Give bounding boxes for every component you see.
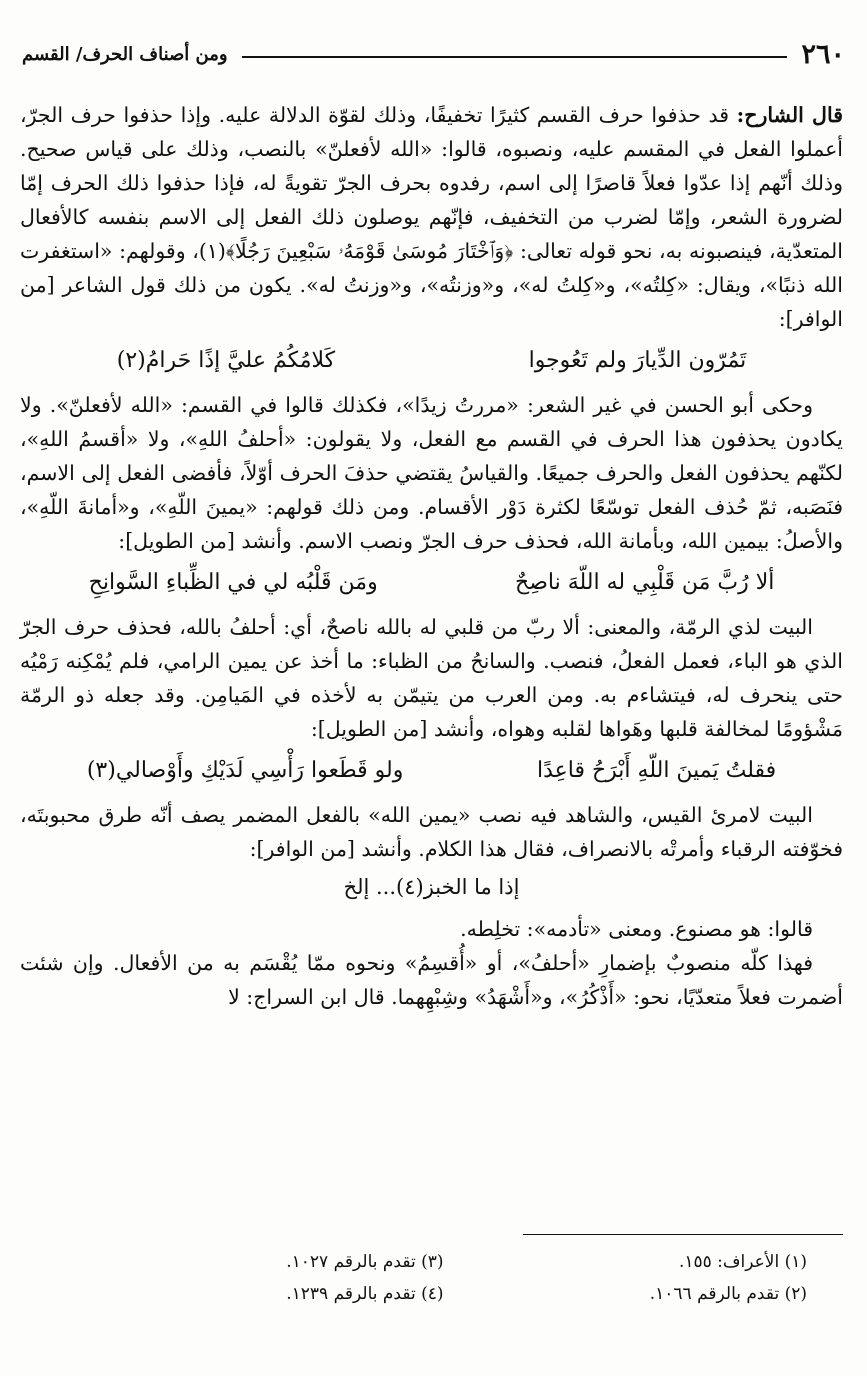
verse-1-first-hemistich: تَمُرّون الدِّيارَ ولم تَعُوجوا — [528, 348, 747, 373]
running-title: ومن أصناف الحرف/ القسم — [22, 43, 228, 65]
footnote-3: (٣) تقدم بالرقم ١٠٢٧. — [286, 1252, 444, 1272]
commentator-label: قال الشارح: — [736, 103, 843, 127]
paragraph-1 — [20, 98, 843, 336]
footnote-4: (٤) تقدم بالرقم ١٢٣٩. — [286, 1284, 444, 1304]
verse-3-first-hemistich: فقلتُ يَمينَ اللّهِ أَبْرَحُ قاعِدًا — [536, 758, 777, 783]
verse-3 — [20, 752, 843, 790]
verse-2 — [20, 564, 843, 602]
verse-2-first-hemistich: ألا رُبَّ مَن قَلْبِي له اللّهَ ناصِحٌ — [515, 570, 775, 595]
paragraph-5: قالوا: هو مصنوع. ومعنى «تأدمه»: تخلِطه. — [460, 917, 813, 941]
page-number: ٢٦٠ — [801, 38, 845, 70]
footnote-2: (٢) تقدم بالرقم ١٠٦٦. — [649, 1284, 807, 1304]
paragraph-4: البيت لامرئ القيس، والشاهد فيه نصب «يمين الله» بالفعل المضمر يصف أنّه طرق محبوبتَه، فخوّفته الرقباء وأمرتْه بالانصراف، فقال هذا الكلام. وأنشد [من الوافر]: — [20, 803, 843, 861]
paragraph-6: فهذا كلّه منصوبٌ بإضمارِ «أحلفُ»، أو «أُقسِمُ» ونحوه ممّا يُقْسَم به من الأفعال. وإن شئت أضمرت فعلاً متعدّيًا، نحو: «أَذْكُرُ»، و«أَشْهَدُ» وشِبْهِهما. قال ابن السراج: لا — [20, 951, 843, 1009]
verse-1-second-hemistich: كَلامُكُمُ عليَّ إذًا حَرامُ(٢) — [116, 348, 336, 373]
verse-3-second-hemistich: ولو قَطَعوا رَأْسِي لَدَيْكِ وأَوْصالي(٣) — [86, 758, 404, 783]
main-text — [20, 98, 843, 1014]
header-rule — [242, 56, 788, 58]
verse-4: إذا ما الخبز(٤)... إلخ — [343, 875, 520, 899]
paragraph-3: البيت لذي الرمّة، والمعنى: ألا ربّ من قلبي له بالله ناصحٌ، أي: أحلفُ بالله، فحذف حرف الجرّ الذي هو الباء، فعمل الفعلُ، فنصب. والسانحُ من الظباء: ما أخذ عن يمين الرامي، فلم يُمْكِنه رَمْيُه حتى ينحرف له، فيتشاءم به. ومن العرب من يتيمّن به لأخذه في المَيامِن. وقد جعله ذو الرمّة مَشْؤومًا لمخالفة قلبها وهَواها لقلبه وهواه، وأنشد [من الطويل]: — [20, 615, 843, 741]
footnote-divider — [523, 1234, 843, 1235]
verse-2-second-hemistich: ومَن قَلْبُه لي في الظِّباءِ السَّوانِحِ — [88, 570, 378, 595]
footnote-1: (١) الأعراف: ١٥٥. — [678, 1252, 807, 1272]
paragraph-2: وحكى أبو الحسن في غير الشعر: «مررتُ زيدًا»، فكذلك قالوا في القسم: «الله لأفعلنّ». ولا يكادون يحذفون هذا الحرف في القسم مع الفعل، ولا يقولون: «أحلفُ اللهِ»، ولا «أقسمُ اللهِ»، لكنّهم يحذفون الفعل والحرف جميعًا. والقياسُ يقتضي حذفَ الحرف أوّلاً، فأفضى الفعل إلى الاسم، فنَصَبه، ثمّ حُذف الفعل توسّعًا لكثرة دَوْر الأقسام. ومن ذلك قولهم: «يمينَ اللّهِ»، و«أمانةَ اللّهِ»، والأصلُ: بيمين الله، وبأمانة الله، فحذف حرف الجرّ ونصب الاسم. وأنشد [من الطويل]: — [20, 393, 843, 553]
verse-1 — [20, 342, 843, 380]
footnotes — [80, 1248, 807, 1308]
paragraph-1-text: قد حذفوا حرف القسم كثيرًا تخفيفًا، وذلك لقوّة الدلالة عليه. وإذا حذفوا حرف الجرّ، أعملوا الفعل في المقسم عليه، ونصبوه، قالوا: «الله لأفعلنّ» بالنصب، وذلك على قياس صحيح. وذلك أنّهم إذا عدّوا فعلاً قاصرًا إلى اسم، رفدوه بحرف الجرّ تقويةً له، فإذا حذفوا ذلك الحرف إمّا لضرورة الشعر، وإمّا لضرب من التخفيف، فإنّهم يوصلون ذلك الفعل إلى الاسم بنفسه كالأفعال المتعدّية، فينصبونه به، نحو قوله تعالى: ﴿وَٱخْتَارَ مُوسَىٰ قَوْمَهُۥ سَبْعِينَ رَجُلًا﴾(١)، وقولهم: «استغفرت الله ذنبًا»، ويقال: «كِلتُه»، و«كِلتُ له»، و«وزنتُه»، و«وزنتُ له». يكون من ذلك قول الشاعر [من الوافر]: — [20, 103, 843, 331]
page-header — [22, 34, 845, 74]
